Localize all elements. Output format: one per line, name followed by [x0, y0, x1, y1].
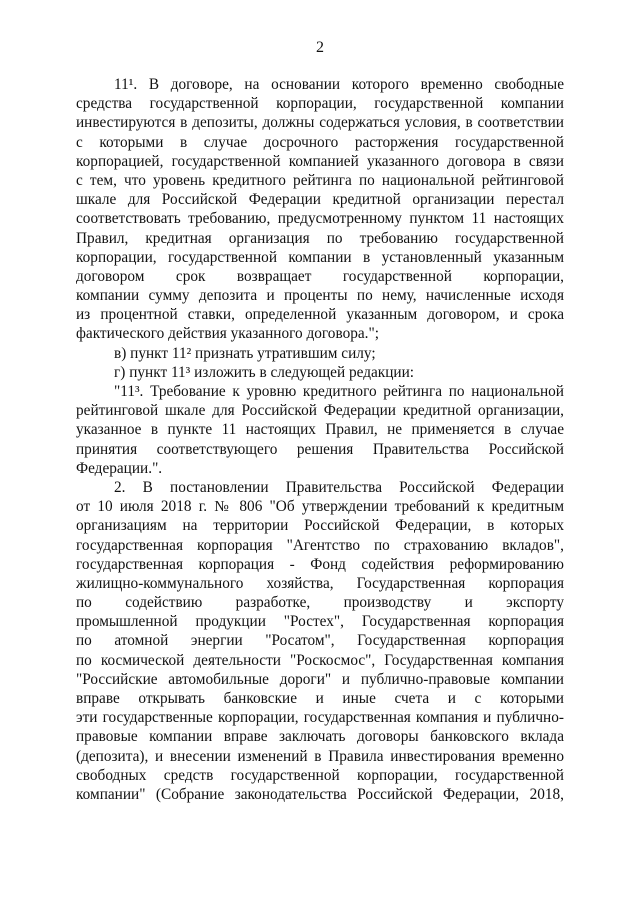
text-line: шкале для Российской Федерации кредитной организации перестал: [76, 191, 564, 209]
paragraph: [76, 382, 564, 478]
document-body: [76, 75, 564, 804]
text-line: принятия соответствующего решения Правительства Российской: [76, 440, 564, 458]
text-line: 11¹. В договоре, на основании которого временно свободные: [114, 76, 564, 93]
text-line: по космической деятельности "Роскосмос", Государственная компания: [76, 651, 564, 669]
text-line: Федерации.".: [76, 459, 163, 477]
text-line: корпорацией, государственной компанией указанного договора в связи: [76, 152, 564, 170]
text-line: рейтинговой шкале для Российской Федерации кредитной организации,: [76, 402, 564, 420]
text-line: фактического действия указанного договора.";: [76, 325, 379, 343]
page-number: 2: [316, 39, 324, 56]
text-line: жилищно-коммунального хозяйства, Государственная корпорация: [76, 574, 564, 592]
text-line: от 10 июля 2018 г. № 806 "Об утверждении требований к кредитным: [76, 498, 564, 516]
text-line: свободных средств государственной корпорации, государственной: [76, 766, 564, 784]
paragraph: [76, 75, 564, 344]
text-line: государственная корпорация - Фонд содействия реформированию: [76, 555, 564, 573]
text-line: "Российские автомобильные дороги" и публично-правовые компании: [76, 670, 564, 688]
text-line: договором срок возвращает государственной корпорации,: [76, 267, 564, 285]
text-line: соответствовать требованию, предусмотренному пунктом 11 настоящих: [76, 210, 564, 228]
paragraph: [76, 478, 564, 804]
text-line: из процентной ставки, определенной указанным договором, и срока: [76, 306, 564, 324]
text-line: эти государственные корпорации, государственная компания и публично-: [76, 709, 564, 727]
paragraph: [76, 363, 564, 382]
text-line: корпорации, государственной компании в установленный указанным: [76, 248, 564, 266]
text-line: инвестируются в депозиты, должны содержаться условия, в соответствии: [76, 114, 564, 132]
text-line: г) пункт 11³ изложить в следующей редакции:: [114, 363, 415, 381]
text-line: с тем, что уровень кредитного рейтинга по национальной рейтинговой: [76, 171, 564, 189]
text-line: "11³. Требование к уровню кредитного рейтинга по национальной: [114, 383, 564, 400]
text-line: компании сумму депозита и проценты по нему, начисленные исходя: [76, 287, 564, 305]
text-line: компании" (Собрание законодательства Российской Федерации, 2018,: [76, 785, 564, 803]
text-line: промышленной продукции "Ростех", Государственная корпорация: [76, 613, 564, 631]
text-line: Правил, кредитная организация по требованию государственной: [76, 229, 564, 247]
text-line: организациям на территории Российской Федерации, в которых: [76, 517, 564, 535]
text-line: вправе открывать банковские и иные счета и с которыми: [76, 690, 564, 707]
text-line: по атомной энергии "Росатом", Государственная корпорация: [76, 632, 564, 650]
text-line: государственная корпорация "Агентство по страхованию вкладов",: [76, 536, 564, 554]
text-line: средства государственной корпорации, государственной компании: [76, 95, 564, 113]
text-line: в) пункт 11² признать утратившим силу;: [114, 344, 376, 362]
text-line: 2. В постановлении Правительства Российской Федерации: [114, 478, 564, 496]
text-line: указанное в пункте 11 настоящих Правил, не применяется в случае: [76, 421, 564, 439]
text-line: (депозита), и внесении изменений в Правила инвестирования временно: [76, 747, 564, 765]
text-line: по содействию разработке, производству и экспорту: [76, 594, 564, 612]
paragraph: [76, 344, 564, 363]
text-line: с которыми в случае досрочного расторжения государственной: [76, 133, 564, 151]
text-line: правовые компании вправе заключать договоры банковского вклада: [76, 728, 564, 746]
